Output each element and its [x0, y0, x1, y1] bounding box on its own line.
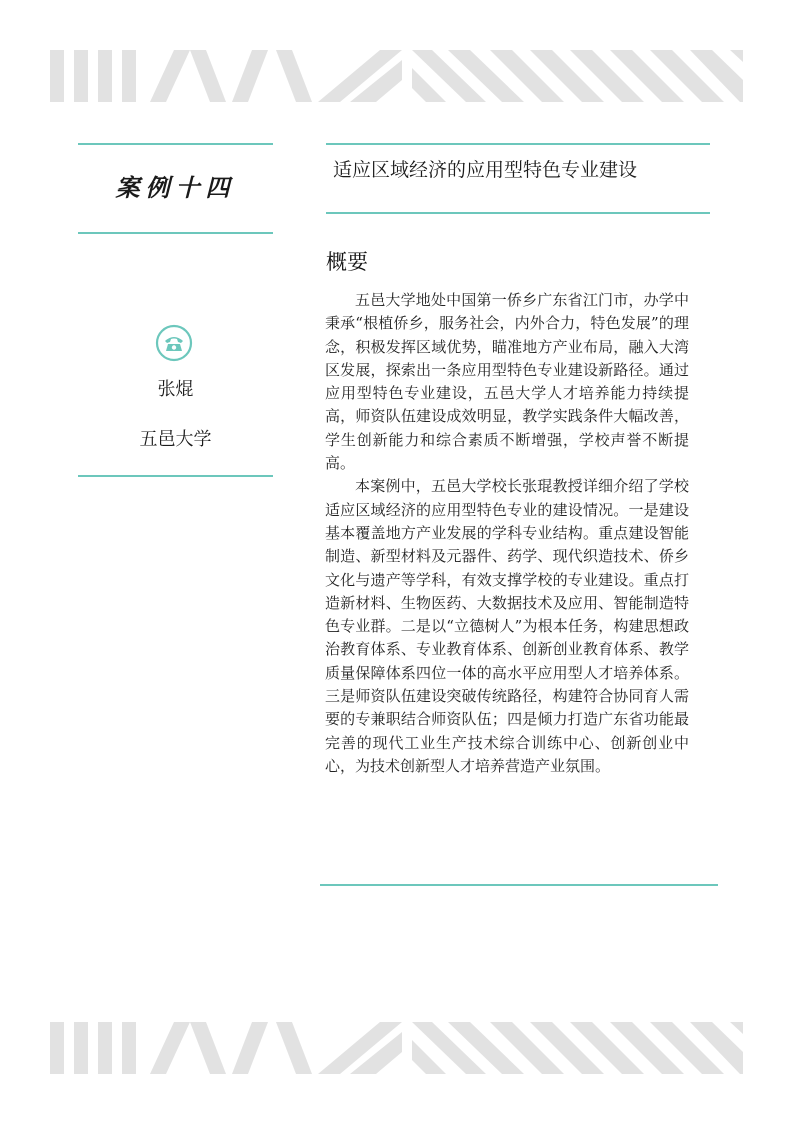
summary-paragraph-1: 五邑大学地处中国第一侨乡广东省江门市，办学中秉承“根植侨乡，服务社会，内外合力，特色发展”的理念，积极发挥区域优势，瞄准地方产业布局，融入大湾区发展，探索出一条应用型特色专业建设新路径。通过应用型特色专业建设，五邑大学人才培养能力持续提高，师资队伍建设成效明显，教学实践条件大幅改善，学生创新能力和综合素质不断增强，学校声誉不断提高。: [325, 291, 689, 473]
article-title: 适应区域经济的应用型特色专业建设: [333, 159, 638, 181]
top-stripe-band: [50, 50, 743, 102]
left-rule-bottom: [78, 475, 273, 477]
title-rule-bottom: [326, 212, 710, 214]
phone-icon: [155, 324, 193, 362]
author-organization: 五邑大学: [139, 429, 212, 450]
bottom-stripe-band: [50, 1022, 743, 1074]
title-rule-top: [326, 143, 710, 145]
body-rule-bottom: [320, 884, 718, 886]
case-label: 案例十四: [115, 173, 236, 202]
left-rule-middle: [78, 232, 273, 234]
author-name: 张焜: [157, 379, 194, 400]
summary-paragraph-2: 本案例中，五邑大学校长张琨教授详细介绍了学校适应区域经济的应用型特色专业的建设情况。一是建设基本覆盖地方产业发展的学科专业结构。重点建设智能制造、新型材料及元器件、药学、现代织造技术、侨乡文化与遗产等学科，有效支撑学校的专业建设。重点打造新材料、生物医药、大数据技术及应用、智能制造特色专业群。二是以“立德树人”为根本任务，构建思想政治教育体系、专业教育体系、创新创业教育体系、教学质量保障体系四位一体的高水平应用型人才培养体系。三是师资队伍建设突破传统路径，构建符合协同育人需要的专兼职结合师资队伍；四是倾力打造广东省功能最完善的现代工业生产技术综合训练中心、创新创业中心，为技术创新型人才培养营造产业氛围。: [325, 477, 689, 775]
summary-body: [325, 289, 689, 778]
summary-heading: 概要: [326, 250, 368, 274]
left-rule-top: [78, 143, 273, 145]
